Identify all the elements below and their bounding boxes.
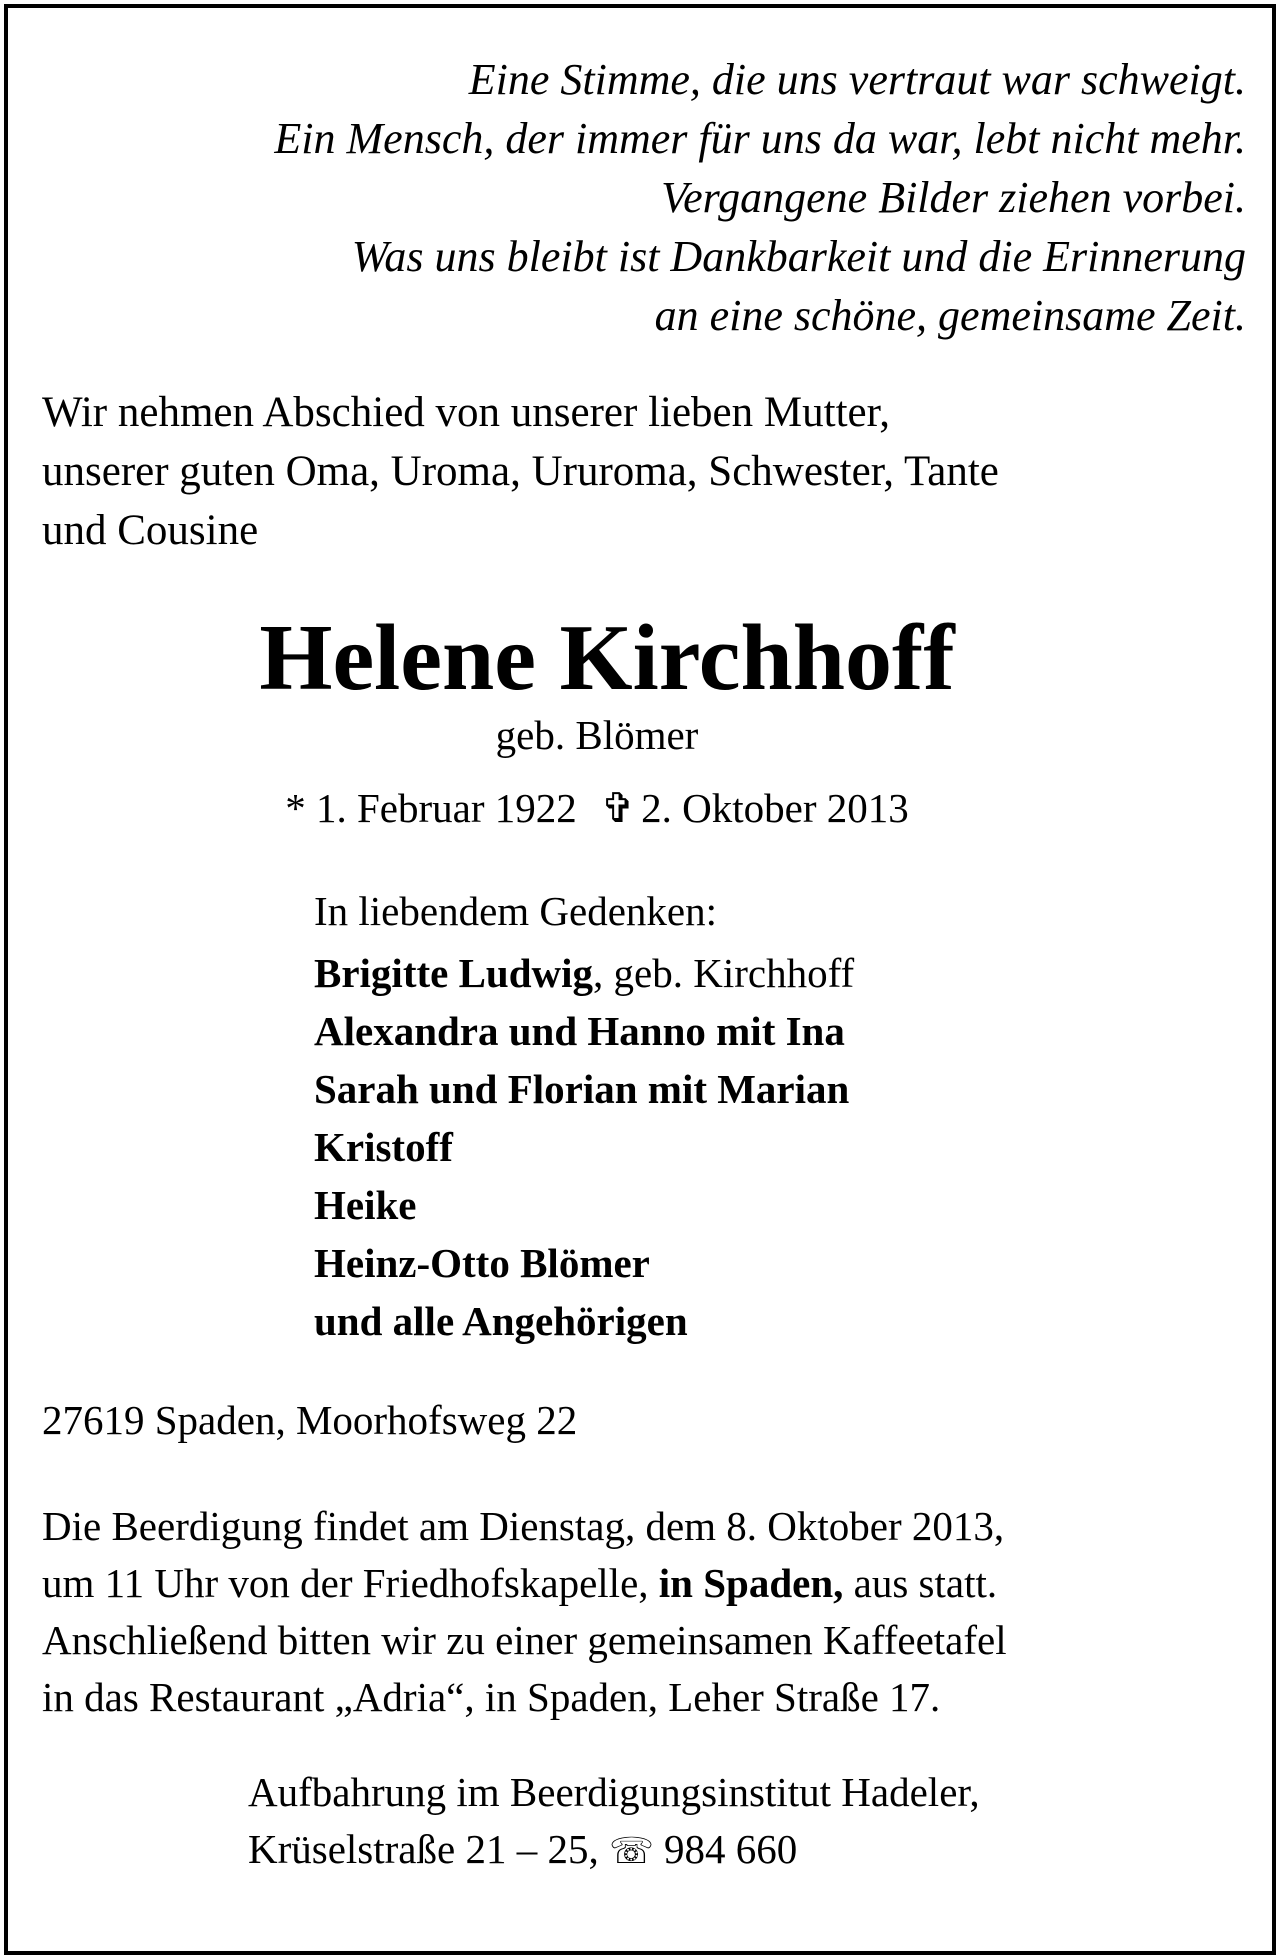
birth-date: * 1. Februar 1922 [285,785,577,831]
intro-line: und Cousine [42,507,259,554]
funeral-details [42,1498,1242,1726]
funeral-text: aus statt. [843,1560,998,1606]
intro-line: unserer guten Oma, Uroma, Ururoma, Schwester, Tante [42,448,999,495]
mourner: Kristoff [314,1124,453,1170]
telephone-icon: ☏ [608,1831,654,1872]
mourner: Heinz-Otto Blömer [314,1240,650,1286]
funeral-location: in Spaden, [658,1560,844,1606]
birth-name: geb. Blömer [495,712,699,758]
poem-line: an eine schöne, gemeinsame Zeit. [654,291,1246,340]
mourner: Heike [314,1182,417,1228]
poem-line: Ein Mensch, der immer für uns da war, lebt nicht mehr. [274,114,1246,163]
laying-out-line [248,1821,1242,1880]
mourner: und alle Angehörigen [314,1298,688,1344]
mourners-heading: In liebendem Gedenken: [314,888,718,934]
poem [42,50,1246,345]
death-date: 2. Oktober 2013 [641,785,909,831]
poem-line: Was uns bleibt ist Dankbarkeit und die Erinnerung [351,232,1246,281]
funeral-line [42,1555,1242,1612]
poem-line: Eine Stimme, die uns vertraut war schweigt. [468,55,1246,104]
intro-text [42,383,1242,560]
obituary-content [42,50,1246,1880]
mourner-birth-name: , geb. Kirchhoff [593,950,855,996]
mourner-name: Brigitte Ludwig [314,950,594,996]
poem-line: Vergangene Bilder ziehen vorbei. [661,173,1246,222]
deceased-name: Helene Kirchhoff [259,606,955,710]
life-dates [2,780,1192,836]
mourner [314,944,1242,1002]
funeral-line: in das Restaurant „Adria“, in Spaden, Leher Straße 17. [42,1674,941,1720]
intro-line: Wir nehmen Abschied von unserer lieben Mutter, [42,389,890,436]
mourner: Sarah und Florian mit Marian [314,1066,850,1112]
mourners-list [314,882,1242,1350]
family-address: 27619 Spaden, Moorhofsweg 22 [42,1397,578,1443]
laying-out-address: Krüselstraße 21 – 25, [248,1826,609,1872]
laying-out-details [248,1764,1242,1880]
laying-out-line: Aufbahrung im Beerdigungsinstitut Hadeler, [248,1769,980,1815]
phone-number: 984 660 [663,1826,798,1872]
cross-icon: ✞ [600,785,636,831]
mourner: Alexandra und Hanno mit Ina [314,1008,845,1054]
funeral-line: Anschließend bitten wir zu einer gemeinsamen Kaffeetafel [42,1617,1007,1663]
funeral-text: um 11 Uhr von der Friedhofskapelle, [42,1560,659,1606]
funeral-line: Die Beerdigung findet am Dienstag, dem 8. Oktober 2013, [42,1503,1005,1549]
